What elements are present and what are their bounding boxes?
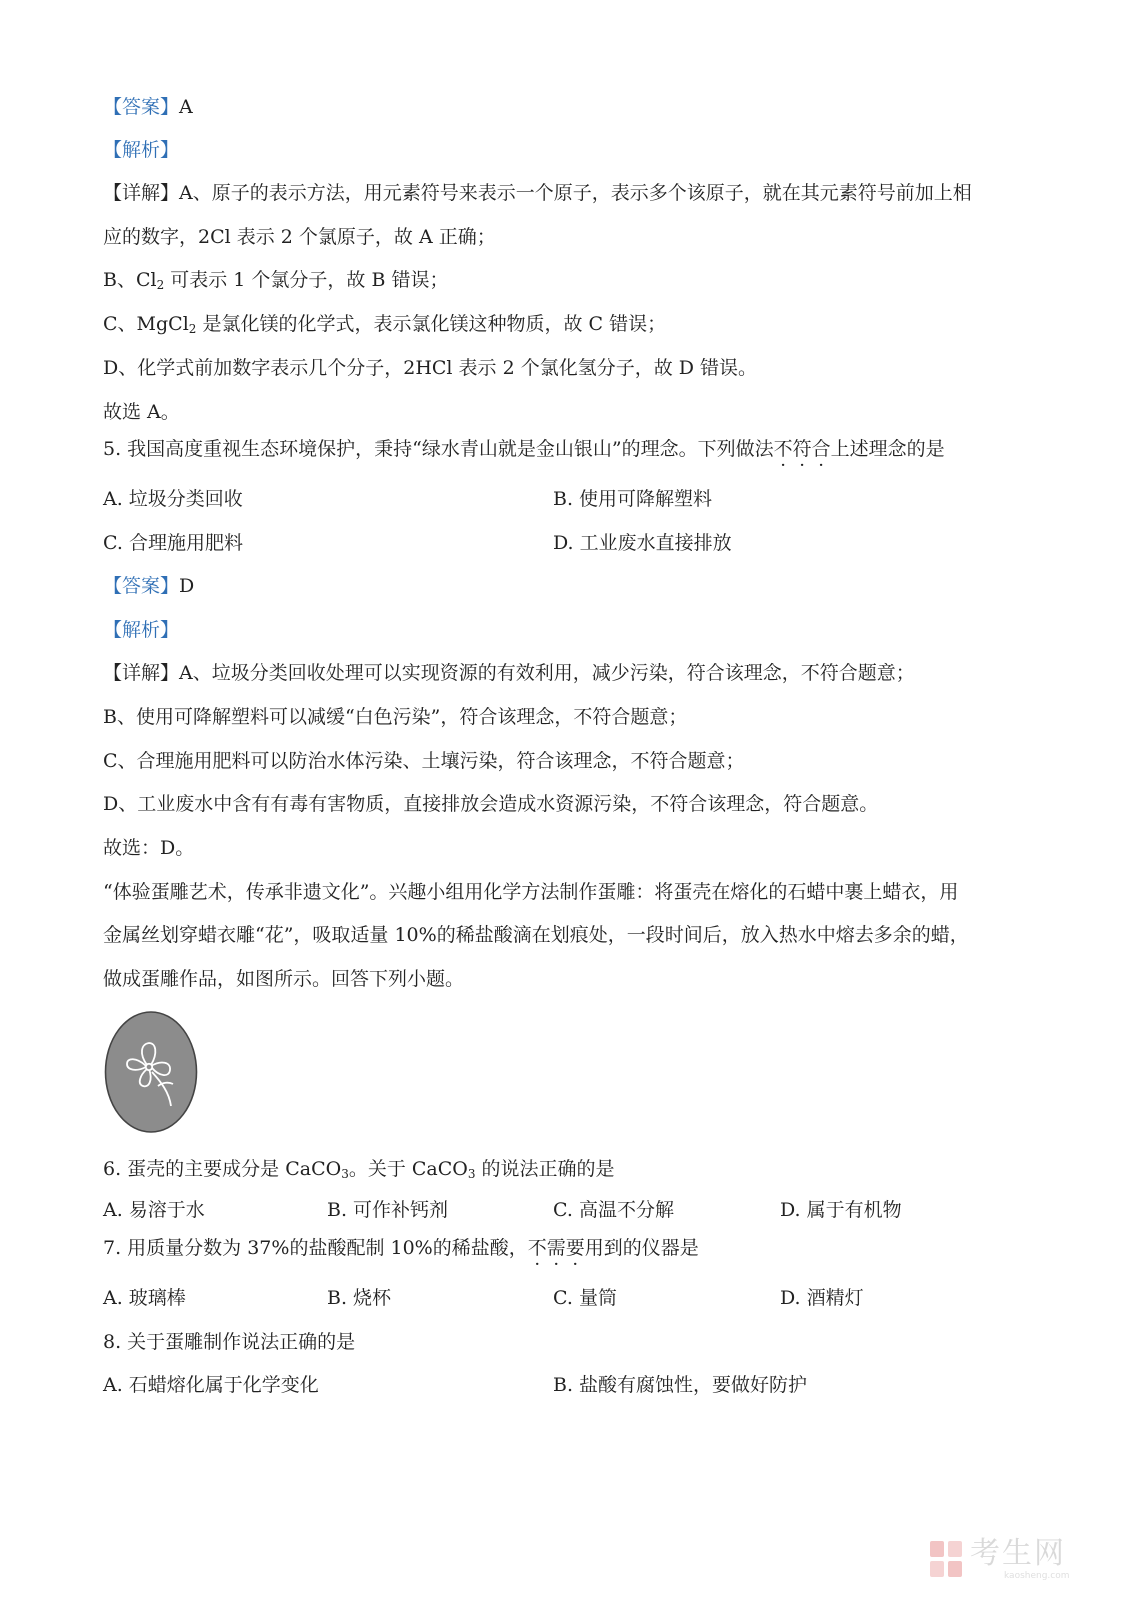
stem-text: 5. 我国高度重视生态环境保护，秉持“绿水青山就是金山银山”的理念。下列做法 xyxy=(103,438,774,460)
watermark-brand: 考生网 xyxy=(970,1536,1066,1571)
q4-detail-line-d: D、化学式前加数字表示几个分子，2HCl 表示 2 个氯化氢分子，故 D 错误。 xyxy=(103,357,758,379)
q7-option-b: B. 烧杯 xyxy=(327,1287,392,1309)
egg-shell xyxy=(106,1012,197,1132)
passage-line-3: 做成蛋雕作品，如图所示。回答下列小题。 xyxy=(103,968,465,990)
q4-detail-line-2: 应的数字，2Cl 表示 2 个氯原子，故 A 正确； xyxy=(103,226,496,248)
emphasis-char: 需 xyxy=(546,1237,566,1259)
emphasis-char: 要 xyxy=(565,1237,585,1259)
emphasis-char: 符 xyxy=(792,438,812,460)
answer-value: A xyxy=(179,96,193,118)
q6-option-c: C. 高温不分解 xyxy=(553,1199,674,1221)
detail-tag: 【详解】 xyxy=(103,662,180,684)
q5-detail-line-c: C、合理施用肥料可以防治水体污染、土壤污染，符合该理念，不符合题意； xyxy=(103,750,745,772)
q4-detail-line-1 xyxy=(103,180,972,206)
emphasis-char: 不 xyxy=(773,438,793,460)
q6-option-b: B. 可作补钙剂 xyxy=(327,1199,449,1221)
stem-text: 7. 用质量分数为 37%的盐酸配制 10%的稀盐酸， xyxy=(103,1237,528,1259)
q4-detail-line-c xyxy=(103,311,666,337)
kaosheng-watermark xyxy=(928,1537,1088,1581)
passage-line-1: “体验蛋雕艺术，传承非遗文化”。兴趣小组用化学方法制作蛋雕：将蛋壳在熔化的石蜡中裹上蜡衣，用 xyxy=(103,881,959,903)
q6-option-d: D. 属于有机物 xyxy=(780,1199,902,1221)
q5-detail-line-a xyxy=(103,660,915,686)
detail-text: A、原子的表示方法，用元素符号来表示一个原子，表示多个该原子，就在其元素符号前加上相 xyxy=(179,182,972,204)
q8-stem: 8. 关于蛋雕制作说法正确的是 xyxy=(103,1331,356,1353)
stem-text: 。关于 CaCO xyxy=(348,1158,468,1180)
detail-tag: 【详解】 xyxy=(103,182,180,204)
q4-detail-line-b xyxy=(103,267,448,293)
q7-option-d: D. 酒精灯 xyxy=(780,1287,864,1309)
stem-text: 上述理念的是 xyxy=(830,438,945,460)
q4-choose-line: 故选 A。 xyxy=(103,401,180,423)
q5-option-d: D. 工业废水直接排放 xyxy=(553,532,732,554)
q8-option-a: A. 石蜡熔化属于化学变化 xyxy=(103,1374,319,1396)
q7-option-a: A. 玻璃棒 xyxy=(103,1287,186,1309)
stem-text: 用到的仪器是 xyxy=(584,1237,699,1259)
text: 是氯化镁的化学式，表示氯化镁这种物质，故 C 错误； xyxy=(196,313,667,335)
answer-tag: 【答案】 xyxy=(103,575,180,597)
q5-choose-line: 故选：D。 xyxy=(103,837,195,859)
analysis-tag: 【解析】 xyxy=(103,139,180,161)
text: 可表示 1 个氯分子，故 B 错误； xyxy=(164,269,449,291)
subscript: 2 xyxy=(188,322,197,336)
watermark-url: kaosheng.com xyxy=(1004,1571,1070,1581)
kaosheng-logo-icon xyxy=(928,1539,964,1579)
subscript: 2 xyxy=(156,278,165,292)
q4-answer-line xyxy=(103,94,193,120)
q5-detail-line-b: B、使用可降解塑料可以减缓“白色污染”，符合该理念，不符合题意； xyxy=(103,706,688,728)
egg-carving-figure xyxy=(103,1010,199,1134)
q5-option-a: A. 垃圾分类回收 xyxy=(103,488,243,510)
subscript: 3 xyxy=(341,1167,349,1181)
stem-text: 6. 蛋壳的主要成分是 CaCO xyxy=(103,1158,342,1180)
subscript: 3 xyxy=(467,1167,476,1181)
q5-detail-line-d: D、工业废水中含有有毒有害物质，直接排放会造成水资源污染，不符合该理念，符合题意。 xyxy=(103,793,879,815)
q7-option-c: C. 量筒 xyxy=(553,1287,617,1309)
q5-answer-line xyxy=(103,573,194,599)
q8-option-b: B. 盐酸有腐蚀性，要做好防护 xyxy=(553,1374,808,1396)
answer-value: D xyxy=(179,575,195,597)
analysis-tag: 【解析】 xyxy=(103,619,180,641)
q7-stem xyxy=(103,1235,699,1261)
text: C、MgCl xyxy=(103,313,189,335)
q5-stem xyxy=(103,436,945,462)
detail-text: A、垃圾分类回收处理可以实现资源的有效利用，减少污染，符合该理念，不符合题意； xyxy=(179,662,915,684)
q6-option-a: A. 易溶于水 xyxy=(103,1199,205,1221)
q5-analysis-line xyxy=(103,617,179,643)
passage-line-2: 金属丝划穿蜡衣雕“花”，吸取适量 10%的稀盐酸滴在划痕处，一段时间后，放入热水中熔去多余的蜡， xyxy=(103,924,969,946)
emphasis-char: 合 xyxy=(811,438,831,460)
q5-option-c: C. 合理施用肥料 xyxy=(103,532,243,554)
stem-text: 的说法正确的是 xyxy=(475,1158,615,1180)
q6-stem xyxy=(103,1156,615,1182)
text: B、Cl xyxy=(103,269,157,291)
answer-tag: 【答案】 xyxy=(103,96,180,118)
q4-analysis-line xyxy=(103,137,179,163)
q5-option-b: B. 使用可降解塑料 xyxy=(553,488,713,510)
emphasis-char: 不 xyxy=(527,1237,547,1259)
